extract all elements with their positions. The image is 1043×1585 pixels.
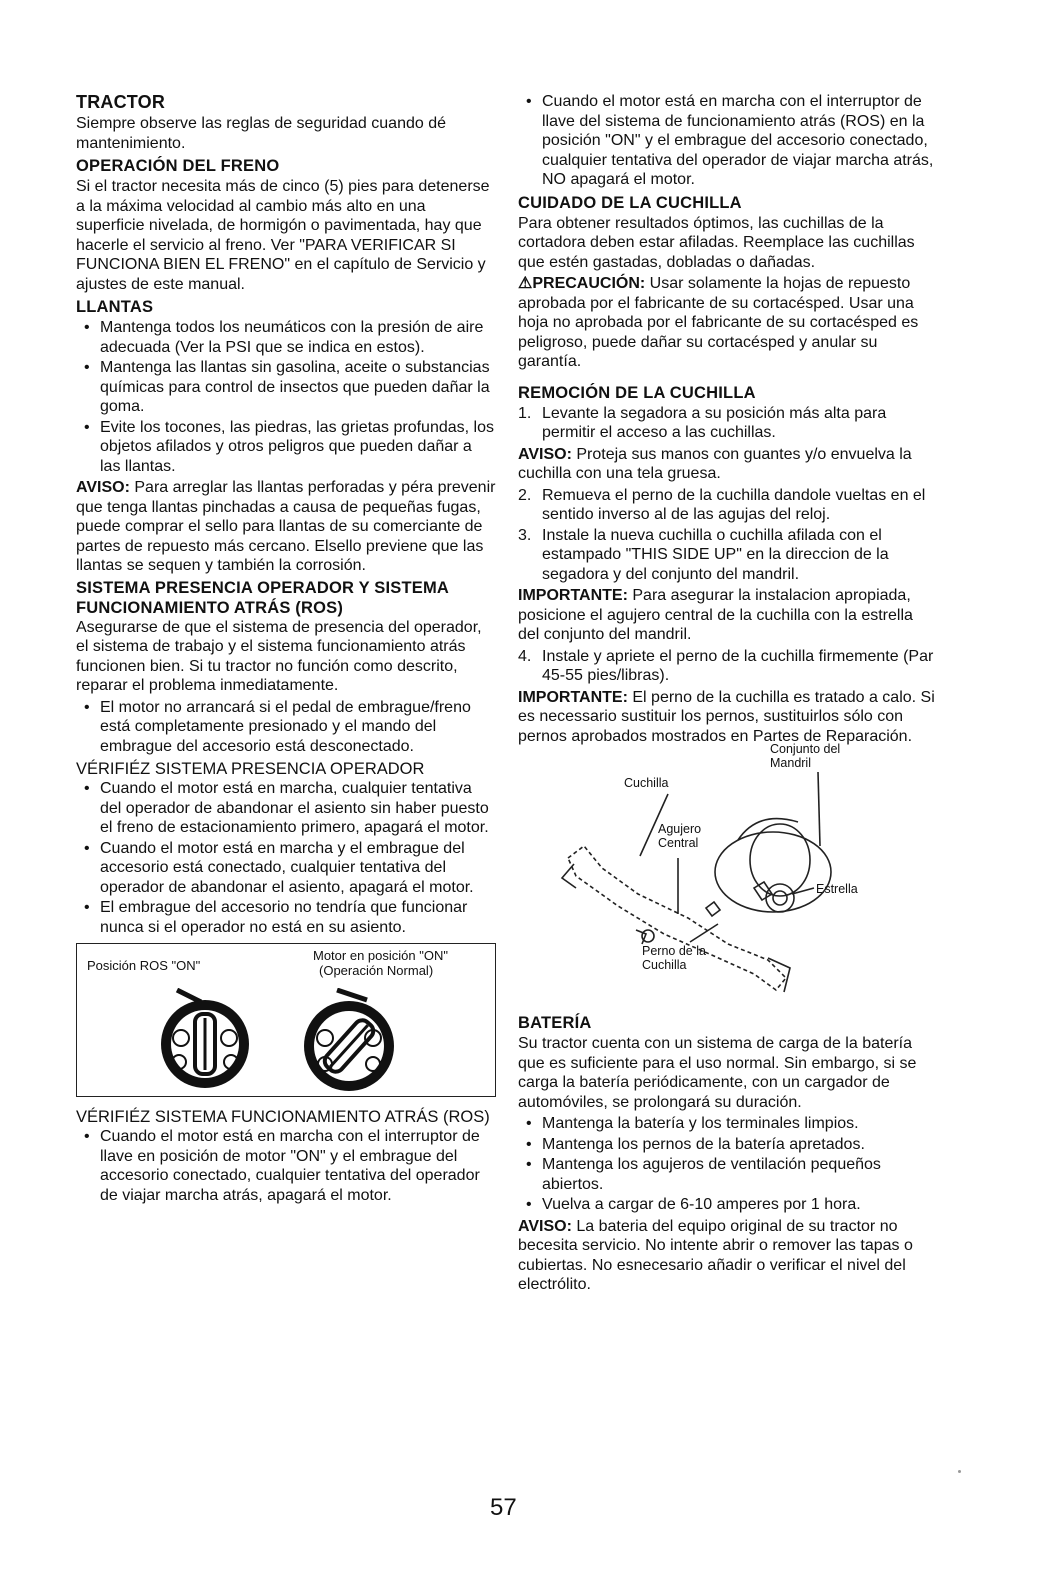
list-item: • El motor no arrancará si el pedal de embrague/freno está completamente presionado y el mando del embrague del accesorio está desconectado. xyxy=(100,698,496,757)
important-text: El perno de la cuchilla es tratado a calo. Si es necessario sustituir los pernos, sustituirlos sólo con pernos aprobados mostrados en Partes de Reparación. xyxy=(518,688,935,745)
brake-text: Si el tractor necesita más de cinco (5) pies para detenerse a la máxima velocidad al cambio más alto en una superficie nivelada, de hormigón o pavimentada, hay que hacerle el servicio al freno. Ver "PARA VERIFICAR SI FUNCIONA BIEN EL FRENO" en el capítulo de Servicio y ajustes de este manual. xyxy=(76,178,490,293)
list-item: 4. Instale y apriete el perno de la cuchilla firmemente (Par 45-55 pies/libras). xyxy=(518,647,934,684)
list-item: • Mantenga las llantas sin gasolina, aceite o substancias químicas para control de insectos que pueden dañar la goma. xyxy=(100,358,496,417)
tractor-heading: TRACTOR xyxy=(76,92,166,112)
caption-line: (Operación Normal) xyxy=(319,963,434,978)
battery-list xyxy=(518,1114,936,1215)
notice-text: Para arreglar las llantas perforadas y péra prevenir que tenga llantas pinchadas a causa de pequeñas fugas, puede comprar el sello para llantas de su comerciante de partes de repuesto más cercano. Elsello previene que las llantas se sequen y también la corrosión. xyxy=(76,479,496,574)
notice-label: AVISO: xyxy=(518,445,572,463)
reverse-check-heading: VÉRIFIÉZ SISTEMA FUNCIONAMIENTO ATRÁS (ROS) xyxy=(76,1108,490,1126)
blade-steps-3 xyxy=(518,647,936,686)
important-label: IMPORTANTE: xyxy=(518,587,628,604)
caution-block xyxy=(518,274,936,372)
tires-heading: LLANTAS xyxy=(76,298,154,316)
battery-text: Su tractor cuenta con un sistema de carga de la batería que es suficiente para el uso normal. Sin embargo, si se carga la batería periódicamente, con un cargador de automóviles, se prolongará su duración. xyxy=(518,1035,917,1111)
left-column xyxy=(76,92,496,1207)
label-star: Estrella xyxy=(816,882,858,896)
tires-list xyxy=(76,318,496,476)
tractor-text: Siempre observe las reglas de seguridad cuando dé mantenimiento. xyxy=(76,115,447,152)
blade-care-heading: CUIDADO DE LA CUCHILLA xyxy=(518,193,742,212)
list-item: • Evite los tocones, las piedras, las grietas profundas, los objetos afilados y otros peligros que pueden dañar a las llantas. xyxy=(100,418,496,477)
list-item: 2. Remueva el perno de la cuchilla dandole vueltas en el sentido inverso al de las agujas del reloj. xyxy=(518,486,926,523)
list-item: • Mantenga todos los neumáticos con la presión de aire adecuada (Ver la PSI que se indica en estos). xyxy=(100,318,496,357)
ros-list xyxy=(76,698,496,757)
blade-care-text: Para obtener resultados óptimos, las cuchillas de la cortadora deben estar afiladas. Reemplace las cuchillas que estén gastadas, dobladas o dañadas. xyxy=(518,214,915,271)
list-item: 3. Instale la nueva cuchilla o cuchilla afilada con el estampado "THIS SIDE UP" en la direccion de la segadora y del conjunto del mandril. xyxy=(518,526,889,583)
figure-caption-motor xyxy=(313,948,448,978)
step-text: Remueva el perno de la cuchilla dandole vueltas en el sentido inverso al de las agujas del reloj. xyxy=(542,486,926,523)
important-label: IMPORTANTE: xyxy=(518,688,628,706)
ignition-figure xyxy=(76,943,496,1097)
list-item: • Cuando el motor está en marcha con el interruptor de llave en posición de motor "ON" y el embrague del accesorio conectado, cualquier tentativa del operador de viajar marcha atrás, apagará el motor. xyxy=(100,1127,496,1205)
blade-steps-2 xyxy=(518,486,936,585)
notice-label: AVISO: xyxy=(518,1217,572,1235)
list-item: • Cuando el motor está en marcha y el embrague del accesorio está conectado, cualquier tentativa del operador de abandonar el asiento, apagará el motor. xyxy=(100,839,496,898)
list-item: • Cuando el motor está en marcha con el interruptor de llave del sistema de funcionamiento atrás (ROS) en la posición "ON" y el embrague del accesorio conectado, cualquier tentativa del operador de viajar marcha atrás, NO apagará el motor. xyxy=(542,92,936,190)
blade-assembly-drawing xyxy=(518,748,936,998)
label-blade-bolt: Perno de la Cuchilla xyxy=(642,944,706,972)
blade-steps-1 xyxy=(518,404,936,443)
brake-heading: OPERACIÓN DEL FRENO xyxy=(76,157,280,175)
label-spindle: Conjunto del Mandril xyxy=(770,742,841,770)
list-item: • Mantenga la batería y los terminales limpios. xyxy=(542,1114,936,1134)
label-blade: Cuchilla xyxy=(624,776,669,790)
list-item: 1. Levante la segadora a su posición más alta para permitir el acceso a las cuchillas. xyxy=(518,404,887,441)
list-item: • Mantenga los pernos de la batería apretados. xyxy=(542,1135,936,1155)
tires-notice xyxy=(76,478,496,576)
list-item: • Cuando el motor está en marcha, cualquier tentativa del operador de abandonar el asiento sin haber puesto el freno de estacionamiento primero, apagará el motor. xyxy=(100,779,496,838)
list-item: • El embrague del accesorio no tendría que funcionar nunca si el operador no está en su asiento. xyxy=(100,898,496,937)
notice-label: AVISO: xyxy=(76,479,130,496)
figure-caption-ros: Posición ROS "ON" xyxy=(87,958,201,973)
battery-heading: BATERÍA xyxy=(518,1014,592,1032)
operator-check-list xyxy=(76,779,496,937)
reverse-check-list xyxy=(76,1127,496,1205)
important-block-2 xyxy=(518,688,936,747)
notice-text: La bateria del equipo original de su tractor no becesita servicio. No intente abrir o remover las tapas o cubiertas. No esnecesario añadir o verificar el nivel del electrólito. xyxy=(518,1217,913,1293)
label-center-hole: Agujero Central xyxy=(658,822,702,850)
list-item: • Vuelva a cargar de 6-10 amperes por 1 hora. xyxy=(542,1195,936,1215)
reverse-list-continued xyxy=(518,92,936,190)
scan-speck xyxy=(958,1470,961,1473)
right-column xyxy=(518,92,936,1297)
ros-text: Asegurarse de que el sistema de presencia del operador, el sistema de trabajo y el sistema funcionamiento atrás funcionen bien. Si tu tractor no función como descrito, reparar el problema inmediatamente. xyxy=(76,618,482,694)
important-block xyxy=(518,586,936,645)
ignition-switch-on-icon xyxy=(297,988,401,1094)
step-text: Instale y apriete el perno de la cuchilla firmemente (Par 45-55 pies/libras). xyxy=(542,647,934,684)
ignition-switch-ros-icon xyxy=(155,988,255,1092)
blade-figure xyxy=(518,742,936,1008)
blade-removal-heading: REMOCIÓN DE LA CUCHILLA xyxy=(518,383,756,402)
battery-notice xyxy=(518,1217,936,1295)
notice-text: Proteja sus manos con guantes y/o envuelva la cuchilla con una tela gruesa. xyxy=(518,445,912,482)
gloves-notice xyxy=(518,445,936,484)
step-text: Levante la segadora a su posición más alta para permitir el acceso a las cuchillas. xyxy=(542,404,887,441)
step-text: Instale la nueva cuchilla o cuchilla afilada con el estampado "THIS SIDE UP" en la direccion de la segadora y del conjunto del mandril. xyxy=(542,526,889,583)
important-text: Para asegurar la instalacion apropiada, posicione el agujero central de la cuchilla con la estrella del conjunto del mandril. xyxy=(518,587,913,643)
operator-check-heading: VÉRIFIÉZ SISTEMA PRESENCIA OPERADOR xyxy=(76,760,425,778)
page-number: 57 xyxy=(490,1494,517,1521)
caution-text: Usar solamente la hojas de repuesto aprobada por el fabricante de su cortacésped. Usar una hoja no aprobada por el fabricante de su cortacésped es peligroso, puede dañar su cortacésped y anular su garantía. xyxy=(518,275,919,370)
caption-line: Motor en posición "ON" xyxy=(313,948,448,963)
ros-heading: SISTEMA PRESENCIA OPERADOR Y SISTEMA FUNCIONAMIENTO ATRÁS (ROS) xyxy=(76,578,449,617)
list-item: • Mantenga los agujeros de ventilación pequeños abiertos. xyxy=(542,1155,936,1194)
caution-label: ⚠PRECAUCIÓN: xyxy=(518,275,646,292)
